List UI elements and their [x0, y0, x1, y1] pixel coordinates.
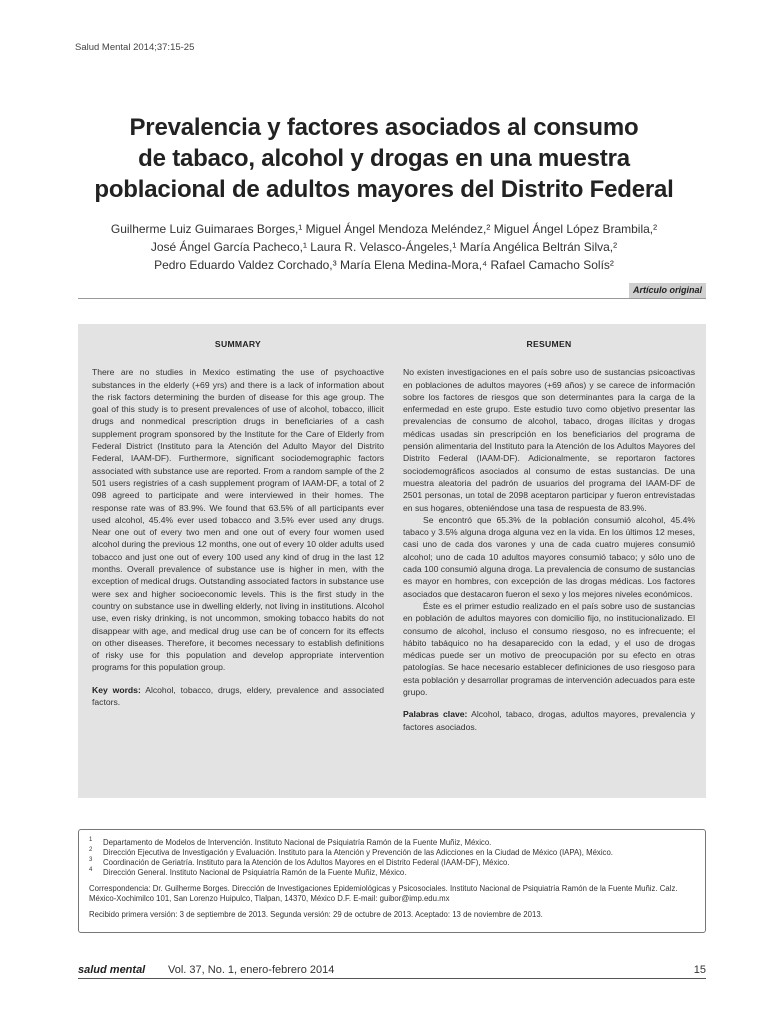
article-title: [60, 112, 708, 205]
title-line-3: poblacional de adultos mayores del Distrito Federal: [94, 176, 674, 203]
journal-issue: Vol. 37, No. 1, enero-febrero 2014: [168, 964, 335, 976]
affiliation-number: 4: [89, 867, 93, 873]
summary-keywords-label: Key words:: [92, 684, 141, 695]
summary-keywords-text: Alcohol, tobacco, drugs, eldery, prevalence and associated factors.: [92, 684, 384, 708]
resumen-paragraph-2: Se encontró que 65.3% de la población consumió alcohol, 45.4% tabaco y 3.5% alguna droga alguna vez en la vida. En los últimos 12 meses, casi uno de cada dos varones y una de cada cuatro mujeres consumió alcohol; uno de cada 10 adultos mayores consumió tabaco; y sólo uno de cada 100 consumió alguna droga. La prevalencia de consumo de sustancias es mayor en hombres, con excepción de las drogas médicas. Los factores asociados que destacaron fueron el sexo y los mejores niveles económicos.: [403, 514, 695, 599]
resumen-paragraph-3: Éste es el primer estudio realizado en el país sobre uso de sustancias en población de adultos mayores con domicilio fijo, no institucionalizado. El consumo de alcohol, incluso el consumo riesgoso, no es infrecuente; el hábito tabáquico no ha desaparecido con la edad, y el uso de drogas médicas puede ser un motivo de preocupación por su efecto en otras patologías. Se hace necesario establecer definiciones de uso riesgoso para esta población y desarrollar programas de intervención adecuados para este grupo.: [403, 600, 695, 698]
resumen-keywords-text: Alcohol, tabaco, drogas, adultos mayores, prevalencia y factores asociados.: [403, 709, 695, 732]
title-line-2: de tabaco, alcohol y drogas en una muestra: [138, 145, 630, 172]
resumen-keywords: [403, 708, 695, 733]
affiliation-4: [89, 868, 695, 878]
resumen-heading: RESUMEN: [526, 339, 572, 349]
summary-keywords: [92, 684, 384, 709]
resumen-column: [403, 338, 695, 733]
affiliation-text: Departamento de Modelos de Intervención. Instituto Nacional de Psiquiatría Ramón de la Fuente Muñiz, México.: [103, 838, 492, 847]
summary-heading: SUMMARY: [214, 339, 262, 349]
author-list: [60, 220, 708, 274]
authors-line-3: Pedro Eduardo Valdez Corchado,³ María Elena Medina-Mora,⁴ Rafael Camacho Solís²: [154, 258, 614, 272]
summary-body: There are no studies in Mexico estimating the use of psychoactive substances in the elderly (+69 yrs) and there is a lack of information about the risk factors determining the burden of disease for this age group. The goal of this study is to present prevalences of use of alcohol, tobacco, illicit drugs and nonmedical prescription drugs in beneficiaries of a cash supplement program sponsored by the Institute for the Care of Elderly from Federal District (Instituto para la Atención del Adulto Mayor del Distrito Federal, IAAM-DF). Furthermore, significant sociodemographic factors associated with substance use are reported. From a random sample of the 2 501 users registries of a cash supplement program of IAAM-DF, a total of 2 098 agreed to participate and were interviewed in their homes. The response rate was of 83.9%. We found that 63.5% of all participants ever used alcohol, 45.4% ever used tobacco and 3.5% ever used any drugs. Near one out of every two men and one out of every four women used alcohol during the previous 12 months, one out of every 10 older adults used tobacco and just one out of every 100 used any kind of drug in the last 12 months. Overall prevalence of substance use is higher in men, with the exception of medical drugs. Outstanding associated factors in substance use were sex and higher socioeconomic levels. This is the first study in the country on substance use in dwelling elderly, not living in institutions. Alcohol use, even risky drinking, is not uncommon, smoking tobacco habits do not disappear with age, and medical drug use can be of concern for its effects on other diseases. Therefore, it becomes necessary to establish definitions of risky use for this population and develop appropriate intervention programs for this population group.: [92, 367, 384, 673]
affiliation-number: 2: [89, 847, 93, 853]
journal-brand: salud mental: [78, 964, 146, 976]
affiliation-text: Coordinación de Geriatría. Instituto para la Atención de los Adultos Mayores en el Distrito Federal (IAAM-DF), México.: [103, 858, 510, 867]
authors-line-1: Guilherme Luiz Guimaraes Borges,¹ Miguel Ángel Mendoza Meléndez,² Miguel Ángel López Brambila,²: [110, 222, 658, 236]
affiliation-2: [89, 848, 695, 858]
received-dates: Recibido primera versión: 3 de septiembre de 2013. Segunda versión: 29 de octubre de 2013. Aceptado: 13 de noviembre de 2013.: [89, 910, 543, 919]
page-number: 15: [693, 964, 706, 976]
affiliation-text: Dirección General. Instituto Nacional de Psiquiatría Ramón de la Fuente Muñiz, México.: [103, 868, 407, 877]
correspondence: Correspondencia: Dr. Guilherme Borges. Dirección de Investigaciones Epidemiológicas y Psicosociales. Instituto Nacional de Psiquiatría Ramón de la Fuente Muñiz. Calz. México-Xochimilco 101, San Lorenzo Huipulco, Tlalpan, 14370, México D.F. E-mail: guibor@imp.edu.mx: [89, 884, 678, 903]
title-line-1: Prevalencia y factores asociados al consumo: [129, 114, 639, 141]
resumen-keywords-label: Palabras clave:: [403, 709, 468, 720]
summary-column: [92, 338, 384, 708]
article-type-rule: [78, 283, 706, 299]
affiliation-1: [89, 838, 695, 848]
journal-reference: Salud Mental 2014;37:15-25: [75, 42, 195, 53]
affiliation-number: 1: [89, 837, 93, 843]
article-type-label: Artículo original: [629, 283, 706, 298]
footnotes-box: [78, 829, 706, 933]
footer-rule: [78, 978, 706, 979]
abstract-box: [78, 324, 706, 798]
affiliation-text: Dirección Ejecutiva de Investigación y Evaluación. Instituto para la Atención y Prevención de las Adicciones en la Ciudad de México (IAPA), México.: [103, 848, 613, 857]
authors-line-2: José Ángel García Pacheco,¹ Laura R. Velasco-Ángeles,¹ María Angélica Beltrán Silva,²: [150, 240, 618, 254]
affiliation-3: [89, 858, 695, 868]
affiliation-number: 3: [89, 857, 93, 863]
resumen-paragraph-1: No existen investigaciones en el país sobre uso de sustancias psicoactivas en poblaciones de adultos mayores (+69 años) y se carece de información sobre los factores de riesgos que son determinantes para la carga de la enfermedad en este grupo. Este estudio tuvo como objetivo presentar las prevalencias de consumo de alcohol, tabaco, drogas ilícitas y drogas médicas usadas sin prescripción en los beneficiarios del programa de pensión alimentaria del Instituto para la Atención de los Adultos Mayores del Distrito Federal (IAAM-DF). Adicionalmente, se reportaron factores sociodemográficos asociados al consumo de estas sustancias. De una muestra aleatoria del padrón de usuarios del programa del IAAM-DF de 2501 personas, un total de 2098 aceptaron participar y fueron entrevistadas en sus hogares, obteniéndose una tasa de respuesta de 83.9%.: [403, 367, 695, 513]
